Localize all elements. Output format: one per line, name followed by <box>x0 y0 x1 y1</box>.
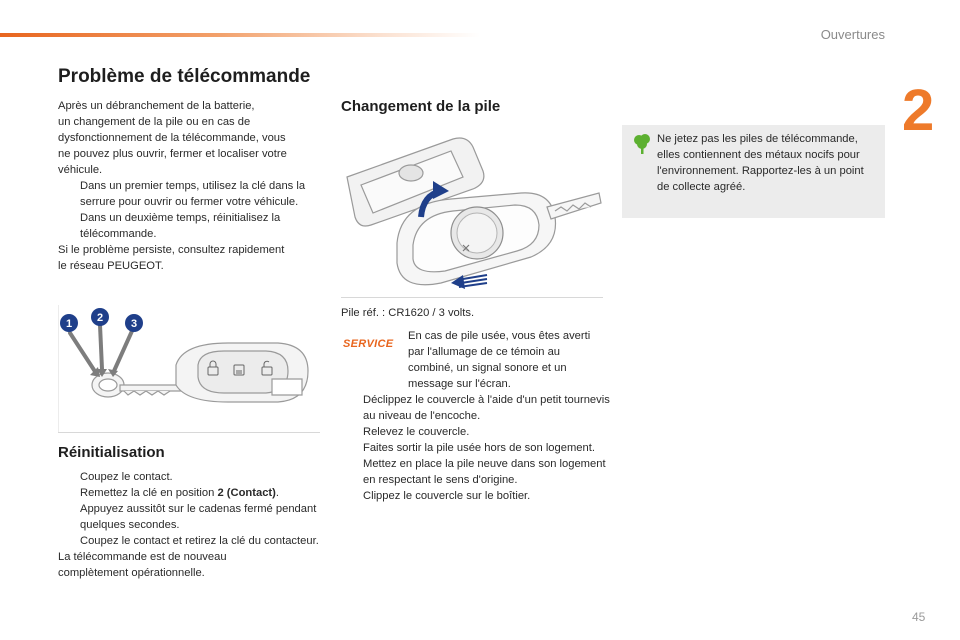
battery-icon <box>451 207 503 259</box>
intro-line: Après un débranchement de la batterie, <box>58 100 255 112</box>
list-item <box>58 485 320 501</box>
bullet-text: Coupez le contact. <box>80 471 173 483</box>
tree-icon <box>632 133 652 155</box>
bullet-text: Dans un premier temps, utilisez la clé dans la serrure pour ouvrir ou fermer votre véhicule. <box>80 180 306 208</box>
list-item <box>341 456 611 488</box>
bullet-text: Coupez le contact et retirez la clé du contacteur. <box>80 535 319 547</box>
step-number-3: 3 <box>130 318 138 330</box>
list-item <box>58 178 316 210</box>
page-title: Problème de télécommande <box>58 66 311 87</box>
reinit-heading: Réinitialisation <box>58 444 165 461</box>
reinit-line: La télécommande est de nouveau <box>58 551 227 563</box>
step-circle-3 <box>125 314 143 332</box>
bullet-text: Déclippez le couvercle à l'aide d'un petit tournevis au niveau de l'encoche. <box>363 394 610 422</box>
bullet-text: Mettez en place la pile neuve dans son logement en respectant le sens d'origine. <box>363 458 606 486</box>
battery-heading: Changement de la pile <box>341 98 501 115</box>
step-number-1: 1 <box>65 318 73 330</box>
list-item <box>341 392 611 424</box>
top-accent-rule <box>0 33 480 37</box>
service-text: En cas de pile usée, vous êtes averti par l'allumage de ce témoin au combiné, un signal sonore et un message sur l'écran. <box>408 330 591 390</box>
battery-steps <box>341 392 611 504</box>
bullet-text: . <box>275 487 279 499</box>
intro-line: ne pouvez plus ouvrir, fermer et localiser votre <box>58 148 287 160</box>
intro-line: véhicule. <box>58 164 103 176</box>
bullet-text-bold: 2 (Contact) <box>217 487 276 499</box>
bullet-text: Remettez la clé en position <box>80 487 218 499</box>
list-item <box>58 533 320 549</box>
step-circle-2 <box>91 308 109 326</box>
page-number: 45 <box>912 610 926 624</box>
bullet-text: Appuyez aussitôt sur le cadenas fermé pendant quelques secondes. <box>80 503 317 531</box>
intro-line: Si le problème persiste, consultez rapidement <box>58 244 285 256</box>
intro-line: le réseau PEUGEOT. <box>58 260 164 272</box>
note-text: Ne jetez pas les piles de télécommande, elles contiennent des métaux nocifs pour l'environnement. Rapportez-les à un point de collecte agréé. <box>657 133 864 193</box>
intro-line: dysfonctionnement de la télécommande, vous <box>58 132 286 144</box>
list-item <box>58 469 320 485</box>
list-item <box>58 210 316 242</box>
intro-line: un changement de la pile ou en cas de <box>58 116 251 128</box>
section-header: Ouvertures <box>820 27 885 42</box>
step-circle-1 <box>60 314 78 332</box>
key-buttons-illustration <box>58 305 320 433</box>
list-item <box>341 440 611 456</box>
chapter-number: 2 <box>902 78 935 143</box>
list-item <box>341 488 611 504</box>
reinit-text <box>58 469 320 581</box>
list-item <box>341 424 611 440</box>
list-item <box>58 501 320 533</box>
bullet-text: Dans un deuxième temps, réinitialisez la télécommande. <box>80 212 281 240</box>
reinit-line: complètement opérationnelle. <box>58 567 205 579</box>
step-number-2: 2 <box>96 312 104 324</box>
environment-note <box>622 125 885 218</box>
service-warning-icon: SERVICE <box>343 338 394 350</box>
bullet-text: Relevez le couvercle. <box>363 426 470 438</box>
bullet-text: Faites sortir la pile usée hors de son logement. <box>363 442 595 454</box>
bullet-text: Clippez le couvercle sur le boîtier. <box>363 490 531 502</box>
intro-text <box>58 98 316 274</box>
battery-reference: Pile réf. : CR1620 / 3 volts. <box>341 307 475 319</box>
battery-change-illustration <box>341 133 603 298</box>
